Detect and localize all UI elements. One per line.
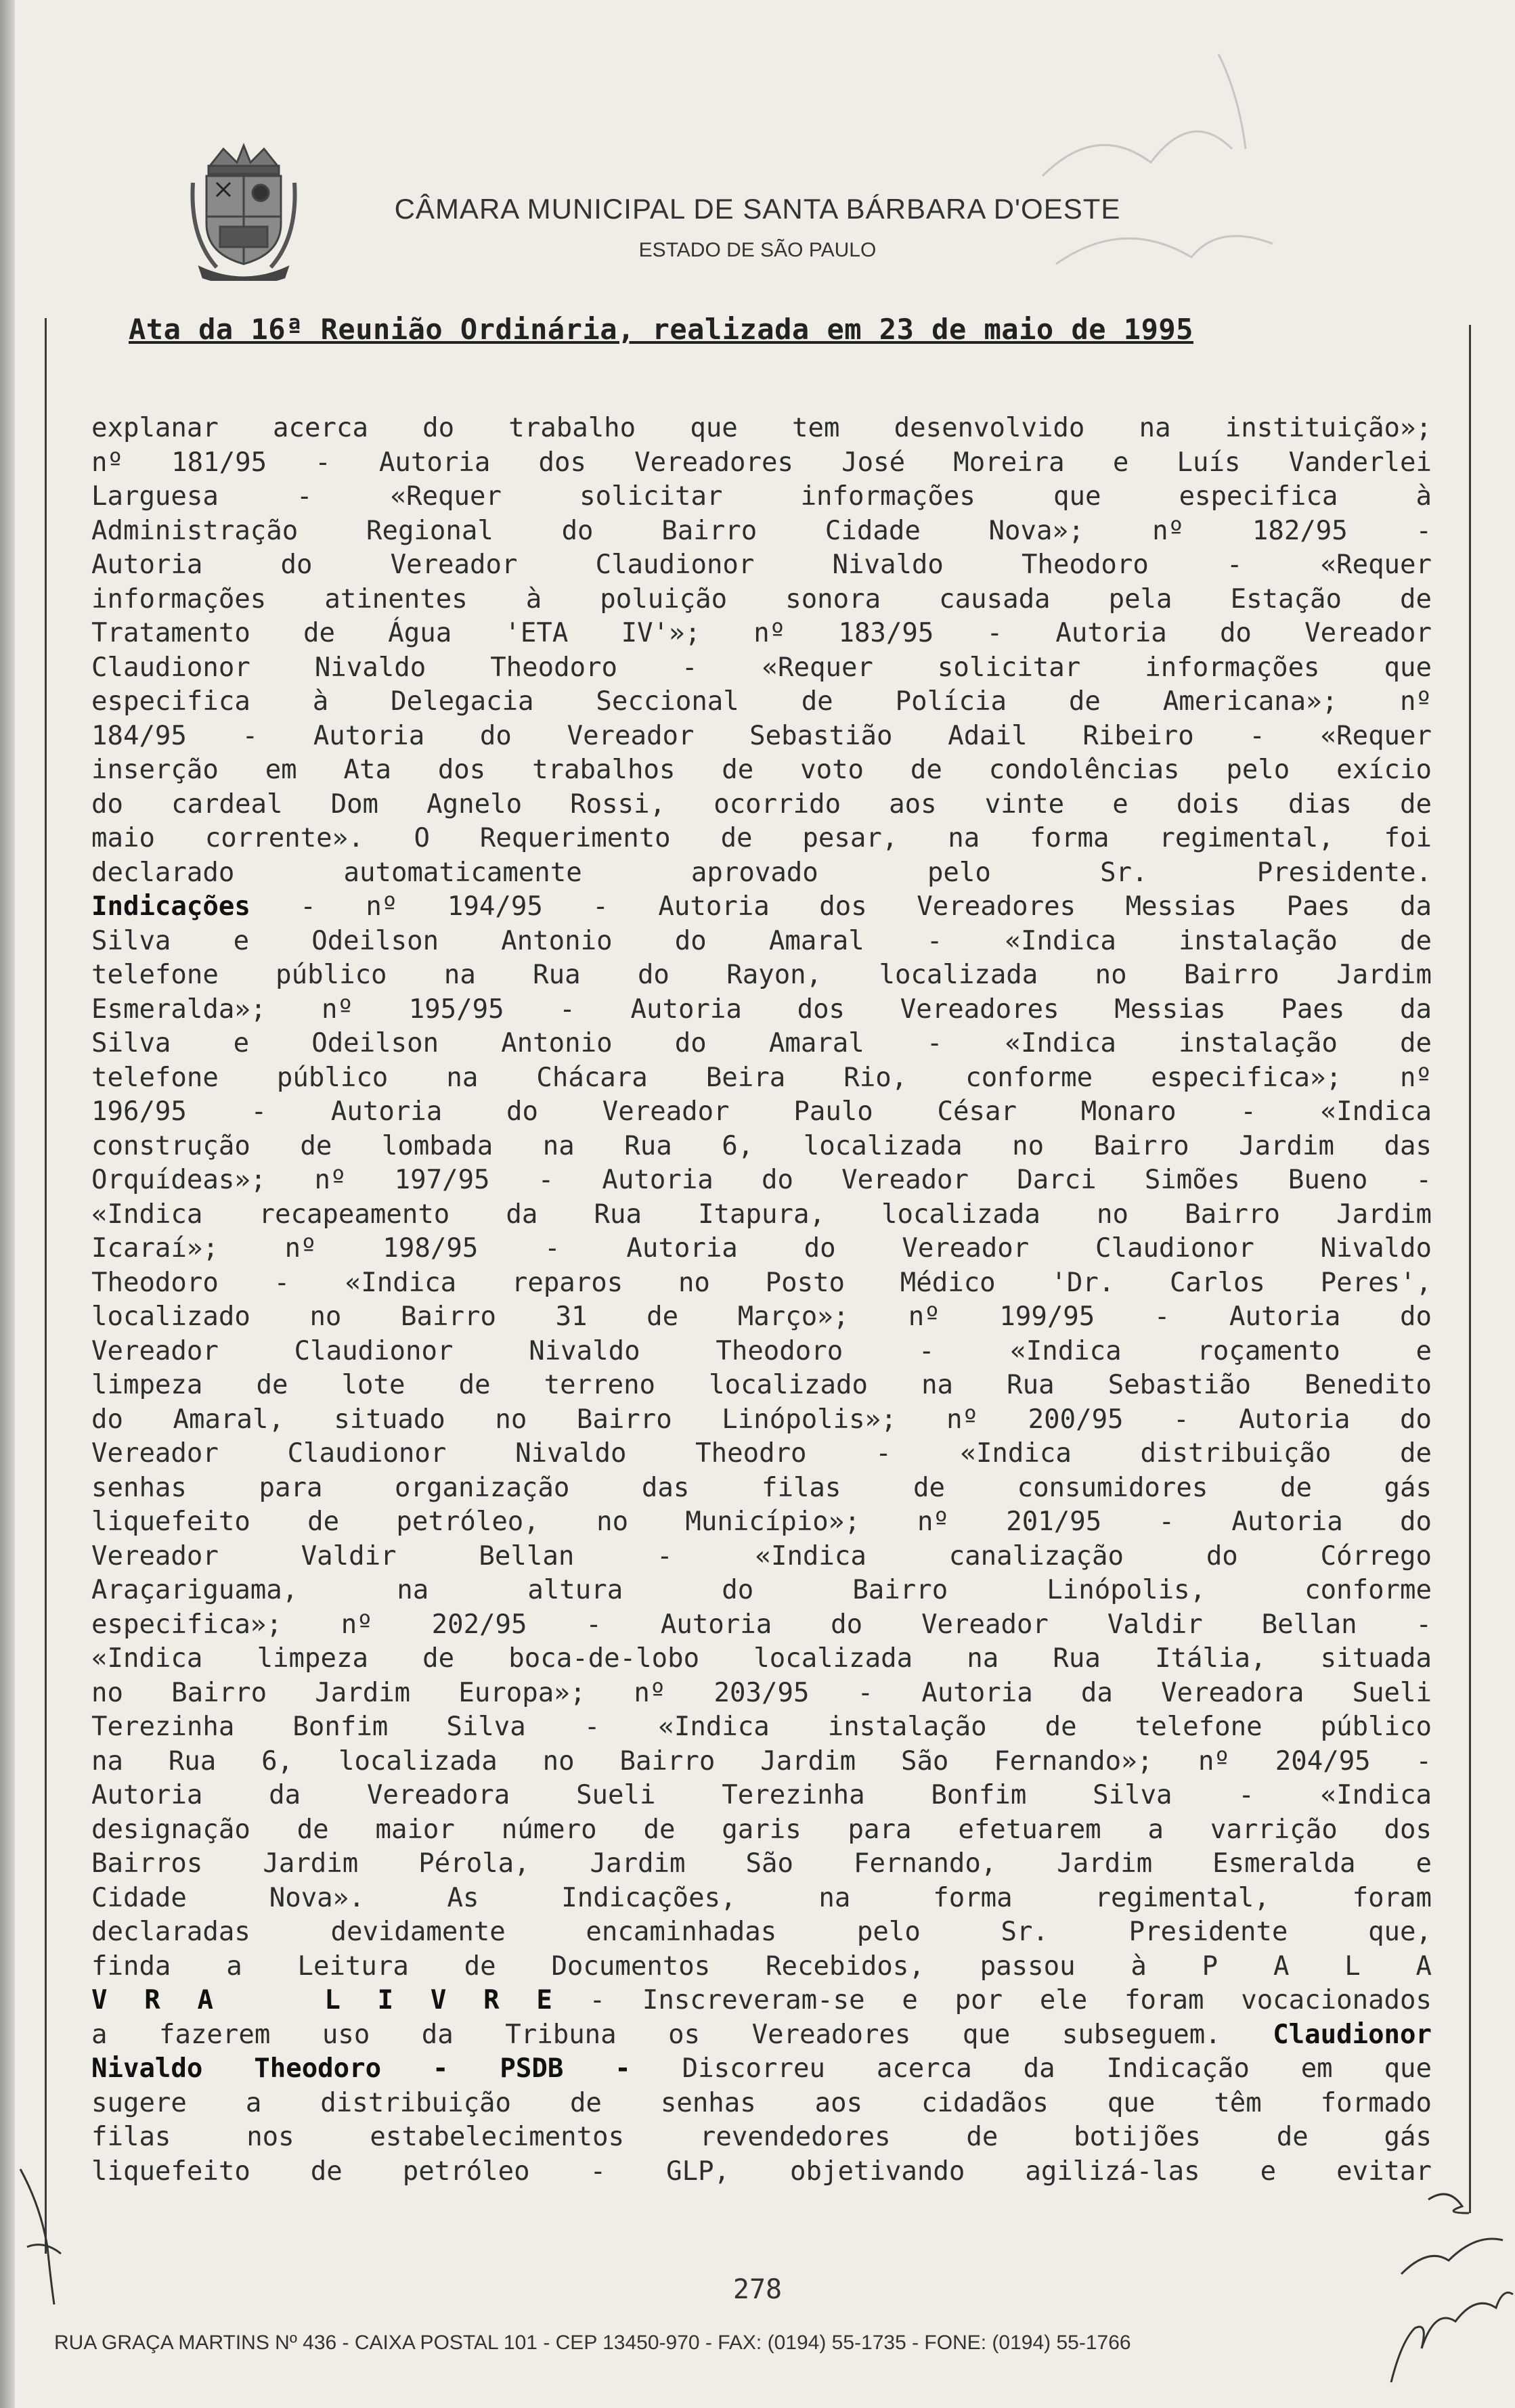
body-line: inserção em Ata dos trabalhos de voto de condolências pelo exício xyxy=(91,755,1432,785)
body-line: Autoria da Vereadora Sueli Terezinha Bonfim Silva - «Indica xyxy=(91,1780,1432,1810)
body-line: liquefeito de petróleo - GLP, objetivando agilizá-las e evitar xyxy=(91,2156,1432,2187)
scan-edge xyxy=(0,0,15,2408)
footer-address: RUA GRAÇA MARTINS Nº 436 - CAIXA POSTAL 101 - CEP 13450-970 - FAX: (0194) 55-1735 - FONE: (0194) 55-1766 xyxy=(54,2332,1131,2354)
right-margin-rule xyxy=(1469,325,1471,2213)
body-line: limpeza de lote de terreno localizado na Rua Sebastião Benedito xyxy=(91,1370,1432,1400)
body-line: 184/95 - Autoria do Vereador Sebastião Adail Ribeiro - «Requer xyxy=(91,720,1432,751)
palavra-livre-heading: V R A L I V R E xyxy=(91,1985,552,2015)
body-line: construção de lombada na Rua 6, localizada no Bairro Jardim das xyxy=(91,1130,1432,1161)
body-line: explanar acerca do trabalho que tem desenvolvido na instituição»; xyxy=(91,413,1432,443)
body-line: «Indica recapeamento da Rua Itapura, localizada no Bairro Jardim xyxy=(91,1199,1432,1230)
palavra-line-start: finda a Leitura de Documentos Recebidos, passou à P A L A xyxy=(91,1950,1432,1982)
body-line: Cidade Nova». As Indicações, na forma regimental, foram xyxy=(91,1882,1432,1913)
body-line: Bairros Jardim Pérola, Jardim São Fernando, Jardim Esmeralda e xyxy=(91,1848,1432,1879)
body-line-speaker-intro xyxy=(91,2018,1432,2053)
body-line: Icaraí»; nº 198/95 - Autoria do Vereador Claudionor Nivaldo xyxy=(91,1233,1432,1264)
faint-signature-top-right xyxy=(1015,41,1300,325)
body-line: declarado automaticamente aprovado pelo Sr. Presidente. xyxy=(91,857,1432,888)
body-line: Claudionor Nivaldo Theodoro - «Requer solicitar informações que xyxy=(91,652,1432,683)
body-line: Larguesa - «Requer solicitar informações que especifica à xyxy=(91,481,1432,512)
body-line: liquefeito de petróleo, no Município»; nº 201/95 - Autoria do xyxy=(91,1507,1432,1537)
body-line-speaker xyxy=(91,2052,1432,2087)
body-line: filas nos estabelecimentos revendedores de botijões de gás xyxy=(91,2122,1432,2152)
body-line: Vereador Valdir Bellan - «Indica canalização do Córrego xyxy=(91,1540,1432,1571)
body-line-indicacoes xyxy=(91,890,1432,924)
speaker-name-part-2: Nivaldo Theodoro - PSDB - xyxy=(91,2053,631,2084)
body-line: especifica»; nº 202/95 - Autoria do Vereador Valdir Bellan - xyxy=(91,1609,1432,1640)
body-line: do cardeal Dom Agnelo Rossi, ocorrido aos vinte e dois dias de xyxy=(91,788,1432,820)
body-line: designação de maior número de garis para efetuarem a varrição dos xyxy=(91,1814,1432,1845)
speaker-name-part-1: Claudionor xyxy=(1273,2019,1432,2050)
body-line: Vereador Claudionor Nivaldo Theodro - «Indica distribuição de xyxy=(91,1438,1432,1469)
body-line: na Rua 6, localizada no Bairro Jardim São Fernando»; nº 204/95 - xyxy=(91,1745,1432,1777)
body-line: telefone público na Rua do Rayon, localizada no Bairro Jardim xyxy=(91,960,1432,990)
indicacoes-heading: Indicações xyxy=(91,891,250,922)
indicacoes-line-rest: - nº 194/95 - Autoria dos Vereadores Messias Paes da xyxy=(300,891,1432,922)
body-line: Administração Regional do Bairro Cidade Nova»; nº 182/95 - xyxy=(91,515,1432,546)
body-line: telefone público na Chácara Beira Rio, conforme especifica»; nº xyxy=(91,1062,1432,1093)
body-line: do Amaral, situado no Bairro Linópolis»; nº 200/95 - Autoria do xyxy=(91,1404,1432,1435)
body-line: localizado no Bairro 31 de Março»; nº 199/95 - Autoria do xyxy=(91,1301,1432,1332)
body-line: declaradas devidamente encaminhadas pelo Sr. Presidente que, xyxy=(91,1917,1432,1947)
body-line: 196/95 - Autoria do Vereador Paulo César Monaro - «Indica xyxy=(91,1096,1432,1127)
body-line: Tratamento de Água 'ETA IV'»; nº 183/95 - Autoria do Vereador xyxy=(91,618,1432,648)
body-line: Theodoro - «Indica reparos no Posto Médico 'Dr. Carlos Peres', xyxy=(91,1267,1432,1298)
tribuna-text: a fazerem uso da Tribuna os Vereadores que subseguem. xyxy=(91,2019,1221,2050)
body-line: informações atinentes à poluição sonora causada pela Estação de xyxy=(91,583,1432,615)
body-line-livre xyxy=(91,1984,1432,2018)
body-line: Esmeralda»; nº 195/95 - Autoria dos Vereadores Messias Paes da xyxy=(91,994,1432,1025)
state-name: ESTADO DE SÃO PAULO xyxy=(638,239,877,261)
speaker-line-rest: Discorreu acerca da Indicação em que xyxy=(682,2053,1432,2084)
organization-name: CÂMARA MUNICIPAL DE SANTA BÁRBARA D'OESTE xyxy=(394,193,1121,225)
page-number: 278 xyxy=(732,2274,783,2305)
document-title: Ata da 16ª Reunião Ordinária, realizada em 23 de maio de 1995 xyxy=(129,313,1193,346)
body-line: nº 181/95 - Autoria dos Vereadores José Moreira e Luís Vanderlei xyxy=(91,447,1432,478)
left-margin-rule xyxy=(45,318,47,2254)
body-line: Silva e Odeilson Antonio do Amaral - «Indica instalação de xyxy=(91,925,1432,956)
body-line: senhas para organização das filas de consumidores de gás xyxy=(91,1472,1432,1503)
minutes-body xyxy=(91,411,1432,2189)
body-line: Silva e Odeilson Antonio do Amaral - «Indica instalação de xyxy=(91,1028,1432,1058)
body-line-palavra xyxy=(91,1950,1432,1984)
body-line: Vereador Claudionor Nivaldo Theodoro - «Indica roçamento e xyxy=(91,1335,1432,1366)
body-line: Autoria do Vereador Claudionor Nivaldo Theodoro - «Requer xyxy=(91,550,1432,580)
body-line: especifica à Delegacia Seccional de Polícia de Americana»; nº xyxy=(91,686,1432,717)
body-line: Orquídeas»; nº 197/95 - Autoria do Vereador Darci Simões Bueno - xyxy=(91,1165,1432,1195)
body-line: «Indica limpeza de boca-de-lobo localizada na Rua Itália, situada xyxy=(91,1643,1432,1674)
body-line: Terezinha Bonfim Silva - «Indica instalação de telefone público xyxy=(91,1712,1432,1742)
palavra-livre-rest: - Inscreveram-se e por ele foram vocacionados xyxy=(589,1985,1432,2015)
body-line: no Bairro Jardim Europa»; nº 203/95 - Autoria da Vereadora Sueli xyxy=(91,1677,1432,1708)
body-line: Araçariguama, na altura do Bairro Linópolis, conforme xyxy=(91,1575,1432,1605)
body-line: sugere a distribuição de senhas aos cidadãos que têm formado xyxy=(91,2087,1432,2118)
body-line: maio corrente». O Requerimento de pesar, na forma regimental, foi xyxy=(91,823,1432,853)
